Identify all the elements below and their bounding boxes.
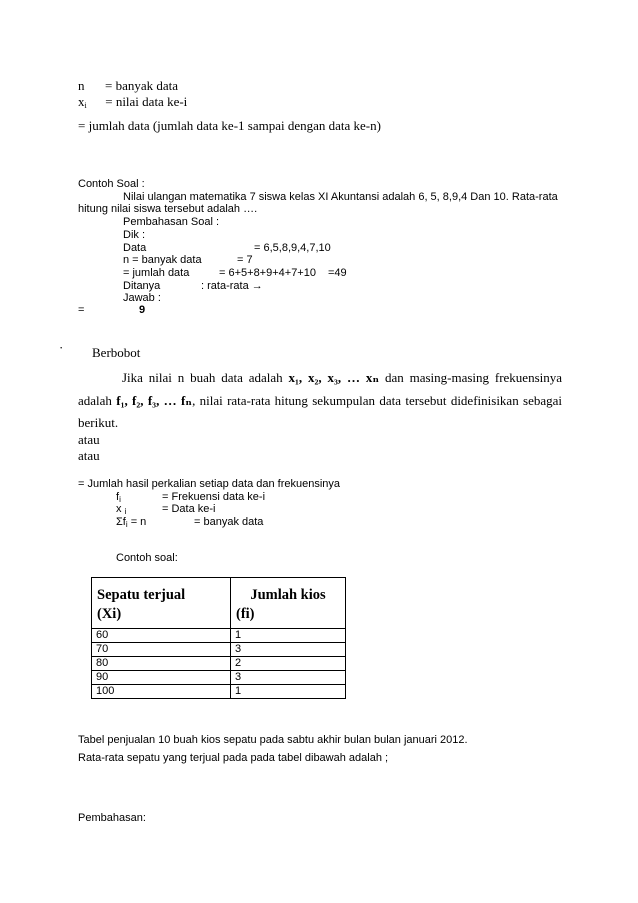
example1-jumlah-label: = jumlah data xyxy=(123,267,190,279)
bullet: · xyxy=(59,340,64,355)
def-fi-sub: i xyxy=(119,495,121,504)
para-f-values: f₁, f₂, f₃, … fₙ xyxy=(116,392,193,408)
def-n xyxy=(78,78,178,94)
example1-n-value: = 7 xyxy=(237,254,253,266)
def-xi xyxy=(78,94,187,110)
header-col2-line1: Jumlah kios xyxy=(250,587,326,603)
table-row xyxy=(92,671,346,685)
def-xi2-desc: = Data ke-i xyxy=(162,503,216,515)
table-header-row xyxy=(92,578,346,629)
def-sigma xyxy=(116,516,146,529)
example1-pembahasan: Pembahasan Soal : xyxy=(123,216,220,228)
example1-question-line2: hitung nilai siswa tersebut adalah …. xyxy=(78,203,258,215)
cell-xi: 80 xyxy=(92,657,231,671)
sales-table xyxy=(91,577,346,699)
table-row xyxy=(92,657,346,671)
cell-fi: 1 xyxy=(231,685,346,699)
header-sepatu-terjual xyxy=(92,578,231,629)
def-sigma-sub: i xyxy=(125,520,128,529)
para-x-values: x₁, x₂, x₃, … xₙ xyxy=(288,370,380,385)
header-col2-line2: (fi) xyxy=(236,606,255,622)
para-part-a: Jika nilai n buah data adalah xyxy=(122,370,283,385)
example1-dik: Dik : xyxy=(123,229,145,241)
header-col1-line2: (Xi) xyxy=(97,606,122,622)
example1-heading: Contoh Soal : xyxy=(78,178,145,190)
def-xi-symbol: x xyxy=(78,94,85,109)
header-jumlah-kios xyxy=(231,578,346,629)
example1-jumlah-value: = 6+5+8+9+4+7+10 xyxy=(219,267,316,279)
cell-fi: 3 xyxy=(231,643,346,657)
cell-xi: 60 xyxy=(92,629,231,643)
cell-xi: 70 xyxy=(92,643,231,657)
para-part-b: dan masing-masing frekuensinya xyxy=(379,370,563,385)
cell-fi: 2 xyxy=(231,657,346,671)
def-sum: = jumlah data (jumlah data ke-1 sampai dengan data ke-n) xyxy=(78,118,381,133)
example1-data-label: Data xyxy=(123,242,147,254)
cell-xi: 90 xyxy=(92,671,231,685)
example1-eq: = xyxy=(78,304,85,316)
def-xi-desc: = nilai data ke-i xyxy=(105,94,188,109)
weighted-heading: Berbobot xyxy=(92,345,141,360)
table-caption: Tabel penjualan 10 buah kios sepatu pada sabtu akhir bulan bulan januari 2012. xyxy=(78,734,468,746)
table-row xyxy=(92,629,346,643)
atau-2: atau xyxy=(78,448,100,463)
para-part-d: , nilai rata-rata hitung sekumpulan data tersebut didefinisikan sebagai berikut. xyxy=(78,392,563,430)
table-row xyxy=(92,685,346,699)
example1-jumlah-result: =49 xyxy=(328,267,347,279)
cell-fi: 3 xyxy=(231,671,346,685)
def-xi2-symbol: x xyxy=(116,503,122,515)
def-n-symbol: n xyxy=(78,78,85,93)
example2-heading: Contoh soal: xyxy=(116,552,178,564)
example1-n-label: n = banyak data xyxy=(123,254,202,266)
weighted-paragraph xyxy=(78,367,562,435)
def-sigma-symbol: Σf xyxy=(116,516,126,528)
def-fi-desc: = Frekuensi data ke-i xyxy=(162,491,266,503)
def-sum-weighted: = Jumlah hasil perkalian setiap data dan frekuensinya xyxy=(78,478,341,490)
header-col1-line1: Sepatu terjual xyxy=(97,587,186,603)
table-row xyxy=(92,643,346,657)
example1-jawab: Jawab : xyxy=(123,292,161,304)
def-sigma-desc: = banyak data xyxy=(194,516,264,528)
cell-fi: 1 xyxy=(231,629,346,643)
atau-1: atau xyxy=(78,432,100,447)
def-xi-sub: i xyxy=(84,101,87,110)
example1-ditanya-value: : rata-rata → xyxy=(201,280,263,292)
def-sigma-eq: = n xyxy=(127,516,147,528)
example1-answer: 9 xyxy=(139,304,146,316)
cell-xi: 100 xyxy=(92,685,231,699)
def-xi2 xyxy=(116,503,126,516)
example2-pembahasan: Pembahasan: xyxy=(78,812,146,824)
def-n-desc: = banyak data xyxy=(105,78,179,93)
example1-ditanya-label: Ditanya xyxy=(123,280,161,292)
example1-data-value: = 6,5,8,9,4,7,10 xyxy=(254,242,331,254)
example1-question-line1: Nilai ulangan matematika 7 siswa kelas XI Akuntansi adalah 6, 5, 8,9,4 Dan 10. Rata-rata xyxy=(123,191,558,203)
def-fi-symbol: f xyxy=(116,491,120,503)
para-part-c: adalah xyxy=(78,392,112,408)
def-xi2-sub: i xyxy=(124,507,127,516)
example2-question: Rata-rata sepatu yang terjual pada pada tabel dibawah adalah ; xyxy=(78,752,389,764)
